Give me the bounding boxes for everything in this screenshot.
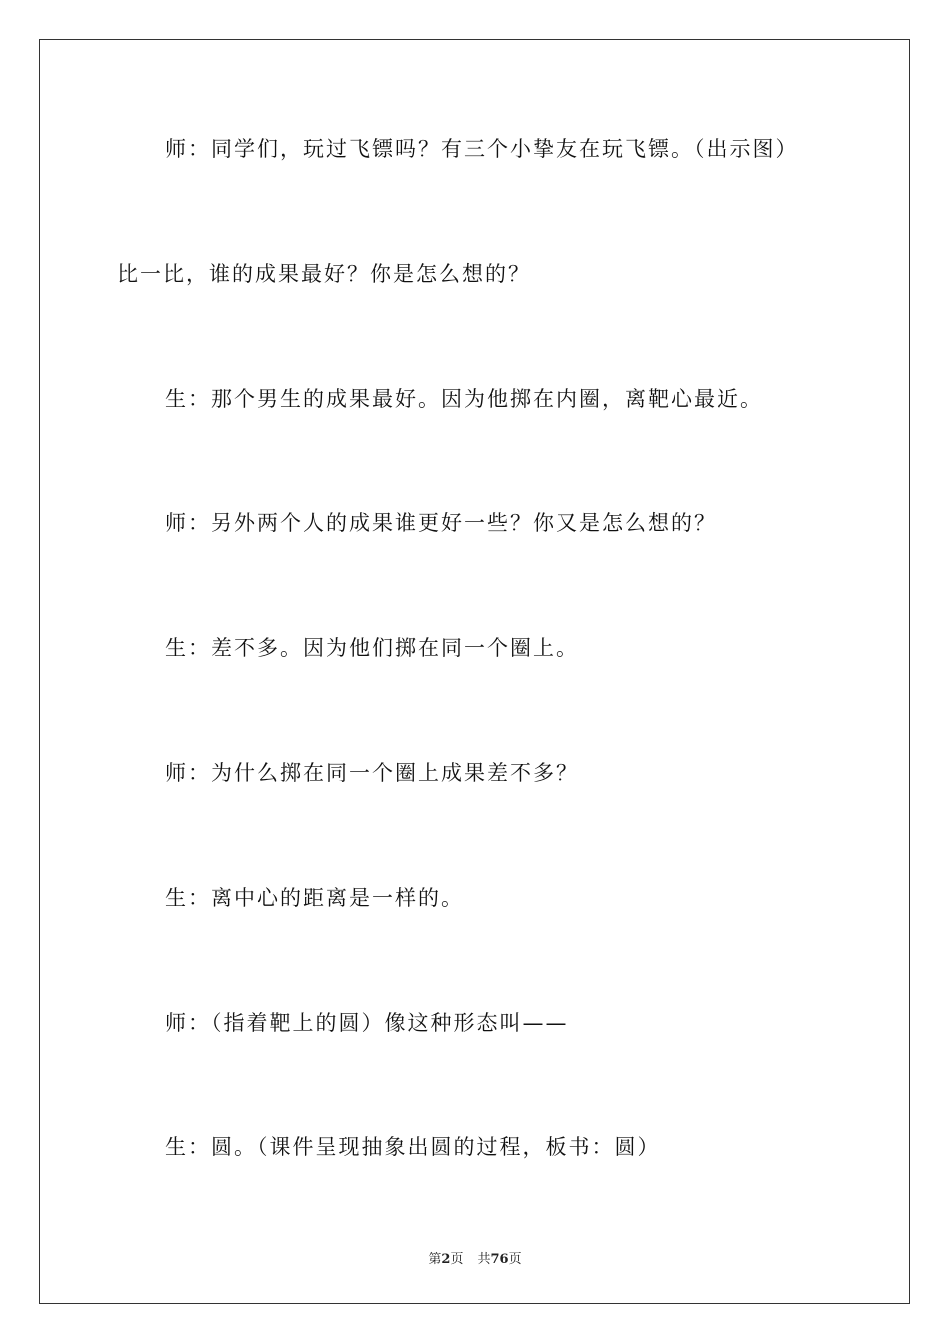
- footer-total-suffix: 页: [508, 1252, 522, 1267]
- paragraph-line-7: 生：离中心的距离是一样的。: [165, 886, 464, 910]
- paragraph-line-1: 师：同学们，玩过飞镖吗？有三个小挚友在玩飞镖。（出示图）: [165, 137, 799, 161]
- page-footer: [0, 1248, 950, 1267]
- footer-total-pages: 76: [490, 1252, 509, 1267]
- footer-page-prefix: 第: [428, 1252, 442, 1267]
- paragraph-line-9: 生：圆。（课件呈现抽象出圆的过程，板书：圆）: [165, 1135, 661, 1159]
- footer-total-prefix: 共: [477, 1252, 491, 1267]
- paragraph-line-8: 师：（指着靶上的圆）像这种形态叫——: [165, 1011, 569, 1035]
- paragraph-line-4: 师：另外两个人的成果谁更好一些？你又是怎么想的？: [165, 511, 717, 535]
- paragraph-line-2: 比一比，谁的成果最好？你是怎么想的？: [117, 262, 531, 286]
- paragraph-line-6: 师：为什么掷在同一个圈上成果差不多？: [165, 761, 579, 785]
- footer-page-suffix: 页: [450, 1252, 464, 1267]
- paragraph-line-5: 生：差不多。因为他们掷在同一个圈上。: [165, 636, 579, 660]
- page-border: [39, 39, 910, 1304]
- paragraph-line-3: 生：那个男生的成果最好。因为他掷在内圈，离靶心最近。: [165, 387, 763, 411]
- footer-page-number: 2: [441, 1252, 451, 1267]
